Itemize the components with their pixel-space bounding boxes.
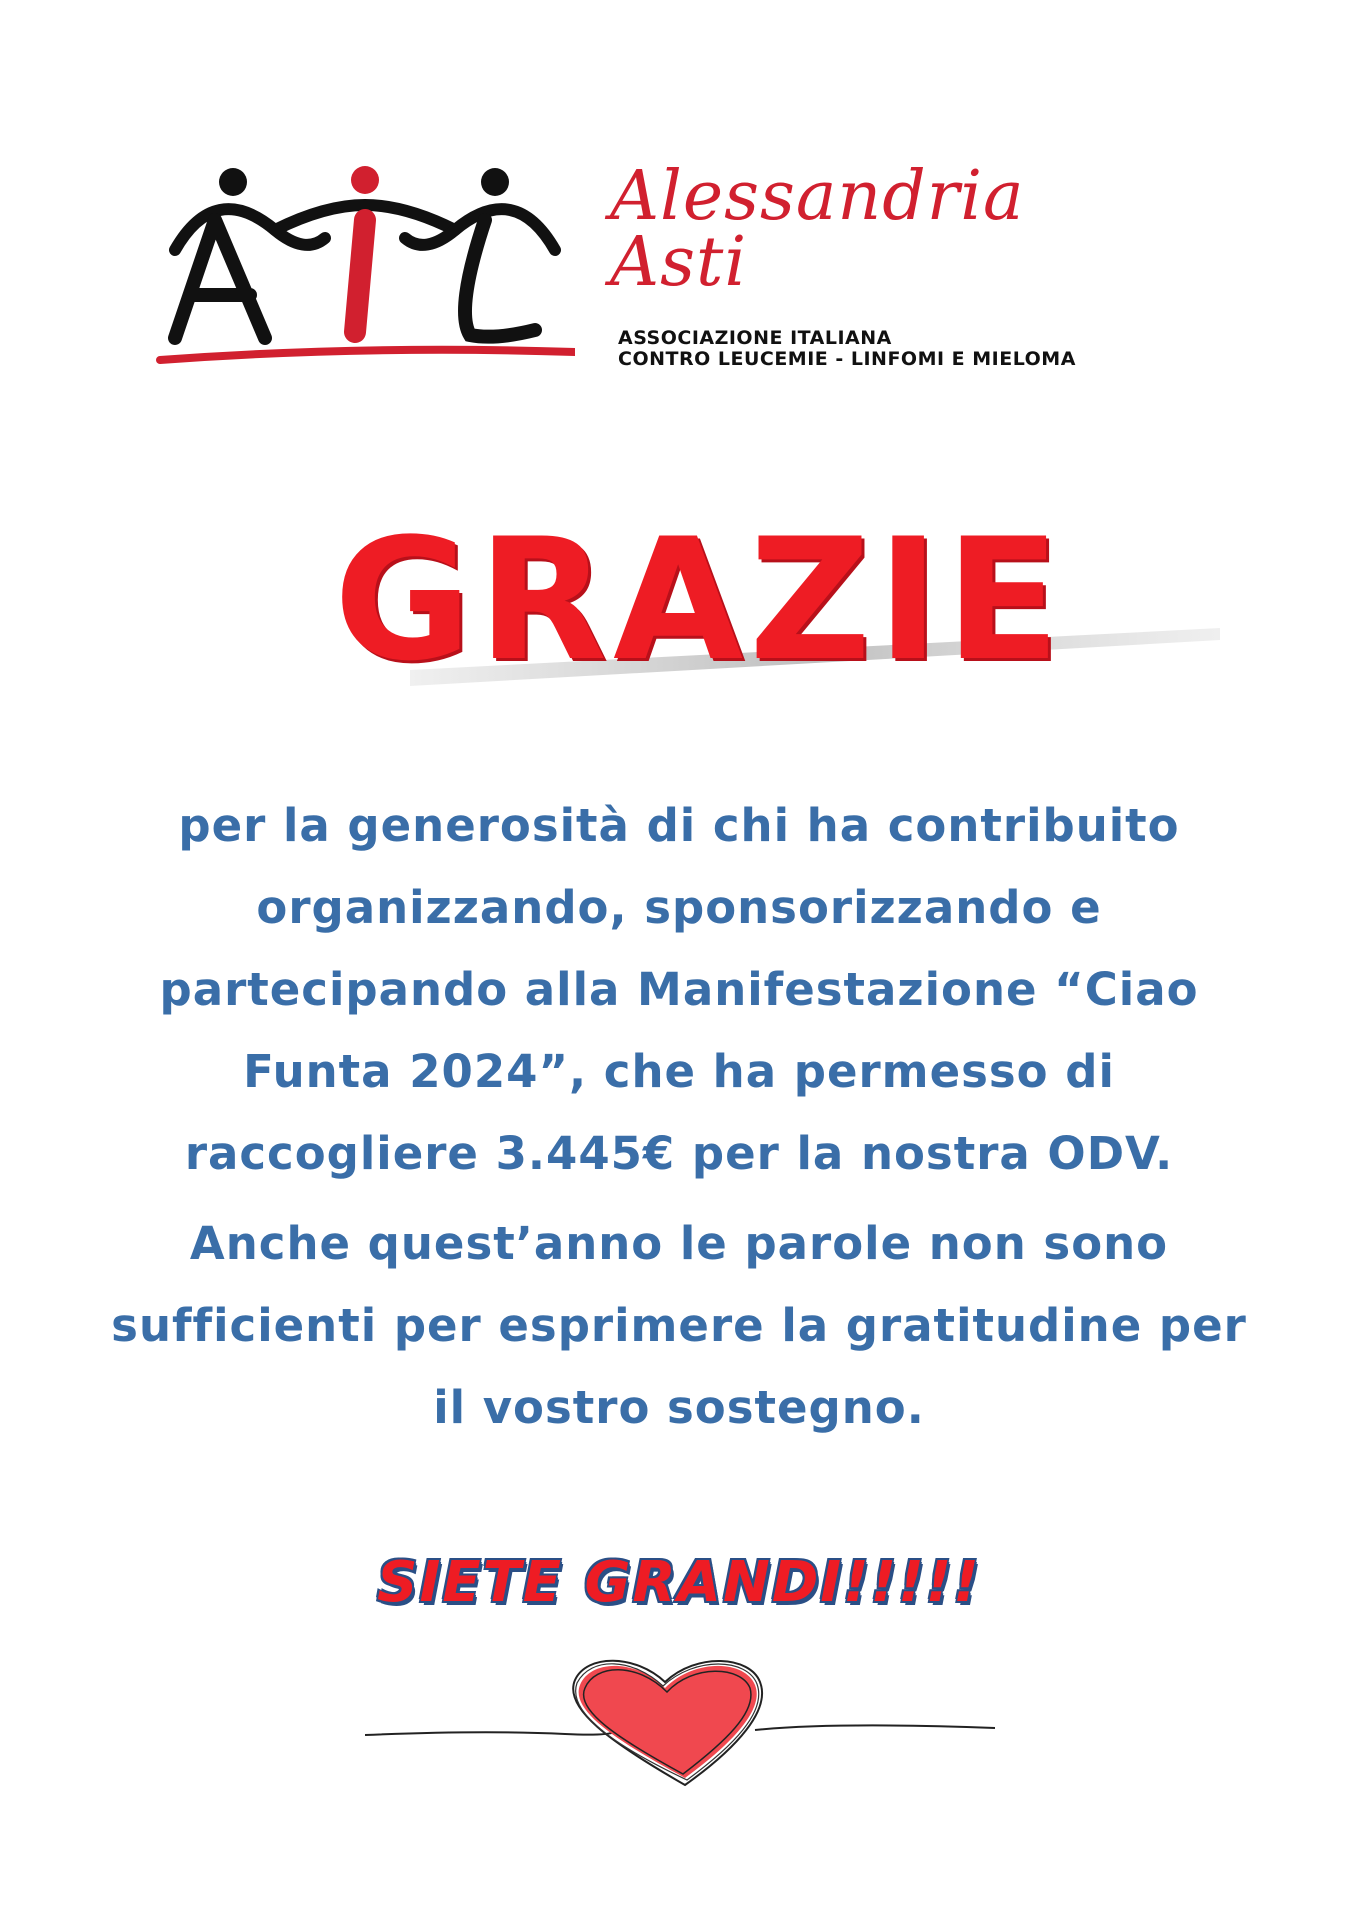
logo-assoc-line1: ASSOCIAZIONE ITALIANA xyxy=(618,327,892,349)
logo-city-name xyxy=(610,157,1025,302)
closing-slogan: SIETE GRANDI!!!!! xyxy=(377,1550,981,1615)
ail-logo xyxy=(155,157,1215,370)
message-paragraph-2: Anche quest’anno le parole non sono sufficienti per esprimere la gratitudine per il vostro sostegno. xyxy=(111,1217,1247,1434)
ail-figures-logo-icon xyxy=(155,160,575,370)
thank-you-message xyxy=(100,785,1258,1457)
headline-grazie: GRAZIE xyxy=(333,502,1067,698)
logo-association-name xyxy=(618,328,1076,370)
headline-block xyxy=(260,500,1220,720)
logo-city-line1: Alessandria xyxy=(610,157,1025,236)
message-paragraph-1: per la generosità di chi ha contribuito organizzando, sponsorizzando e partecipando alla Manifestazione “Ciao Funta 2024”, che ha permesso di raccogliere 3.445€ per la nostra ODV. xyxy=(159,799,1199,1180)
logo-assoc-line2: CONTRO LEUCEMIE - LINFOMI E MIELOMA xyxy=(618,348,1076,370)
heart-icon xyxy=(365,1650,995,1800)
logo-city-line2: Asti xyxy=(610,223,748,302)
